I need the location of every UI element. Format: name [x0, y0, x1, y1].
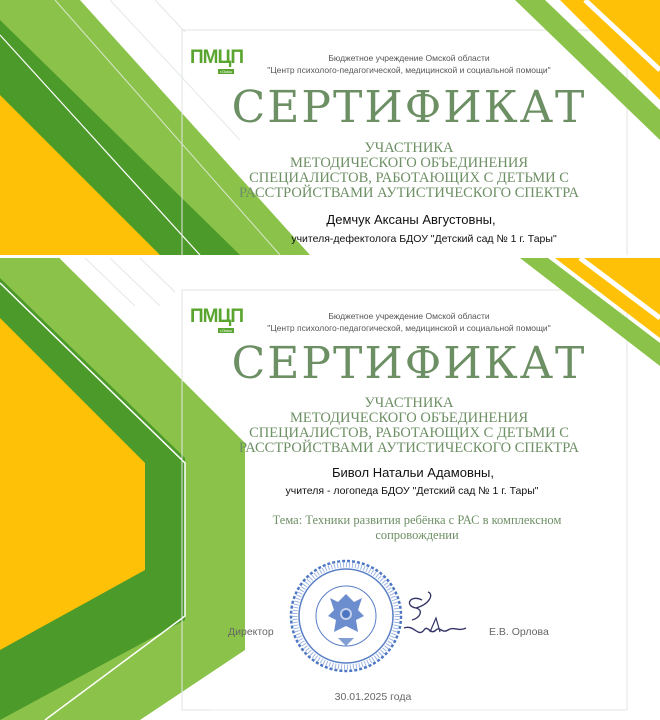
- organization-line-1: Бюджетное учреждение Омской области: [328, 311, 490, 321]
- recipient-position: учителя - логопеда БДОУ "Детский сад № 1 г. Тары": [285, 485, 539, 497]
- subtitle-line-2: МЕТОДИЧЕСКОГО ОБЪЕДИНЕНИЯ: [289, 155, 529, 171]
- subtitle-line-3: СПЕЦИАЛИСТОВ, РАБОТАЮЩИХ С ДЕТЬМИ С: [249, 425, 569, 441]
- logo-text: ПМЦП: [190, 306, 244, 327]
- subtitle-line-4: РАССТРОЙСТВАМИ АУТИСТИЧЕСКОГО СПЕКТРА: [239, 440, 579, 456]
- signer-name: Е.В. Орлова: [489, 626, 549, 638]
- logo-subtext: г.Омск: [220, 328, 232, 333]
- subtitle-line-2: МЕТОДИЧЕСКОГО ОБЪЕДИНЕНИЯ: [289, 410, 529, 426]
- certificate-title: СЕРТИФИКАТ: [231, 82, 587, 133]
- organization-line-2: "Центр психолого-педагогической, медицинской и социальной помощи": [267, 65, 551, 75]
- logo-text: ПМЦП: [190, 47, 244, 68]
- subtitle-line-1: УЧАСТНИКА: [364, 395, 454, 411]
- certificate-2: [0, 258, 660, 720]
- thin-line: [110, 258, 160, 306]
- certificate-date: 30.01.2025 года: [334, 691, 412, 703]
- organization-line-2: "Центр психолого-педагогической, медицинской и социальной помощи": [267, 323, 551, 333]
- subtitle-line-1: УЧАСТНИКА: [364, 140, 454, 156]
- recipient-name: Бивол Натальи Адамовны,: [332, 465, 494, 480]
- recipient-position: учителя-дефектолога БДОУ "Детский сад № 1 г. Тары": [291, 233, 557, 245]
- thin-line: [155, 0, 185, 32]
- certificate-1: [0, 0, 660, 255]
- logo: [190, 45, 242, 75]
- thin-line: [140, 258, 175, 292]
- certificate-title: СЕРТИФИКАТ: [231, 338, 587, 389]
- recipient-name: Демчук Аксаны Августовны,: [326, 212, 496, 227]
- topic-line-1: Тема: Техники развития ребёнка с РАС в комплексном: [272, 513, 562, 527]
- logo: [190, 304, 242, 334]
- subtitle-line-4: РАССТРОЙСТВАМИ АУТИСТИЧЕСКОГО СПЕКТРА: [239, 185, 579, 201]
- subtitle-line-3: СПЕЦИАЛИСТОВ, РАБОТАЮЩИХ С ДЕТЬМИ С: [249, 170, 569, 186]
- yellow-chevron: [555, 258, 660, 338]
- official-stamp: [288, 558, 404, 674]
- topic-line-2: сопровождении: [375, 528, 459, 542]
- logo-subtext: г.Омск: [220, 69, 232, 74]
- organization-line-1: Бюджетное учреждение Омской области: [328, 53, 490, 63]
- signer-title: Директор: [228, 626, 274, 638]
- signature: [400, 588, 475, 643]
